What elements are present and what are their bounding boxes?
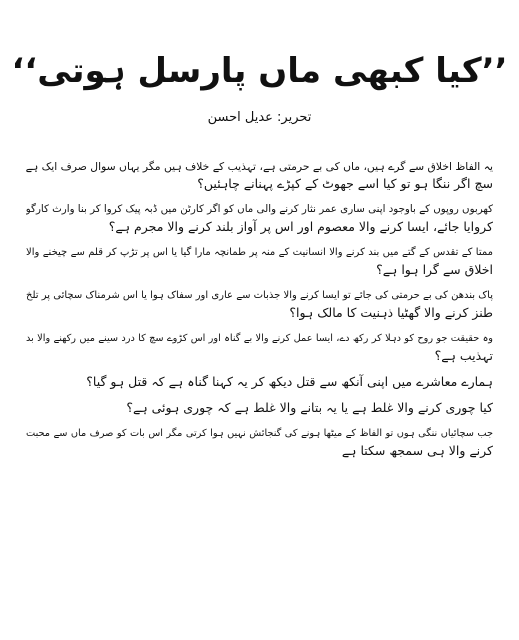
article-author: تحریر: عدیل احسن [207,110,312,125]
article-title: ’’کیا کبھی ماں پارسل ہوتی‘‘ [11,51,508,91]
paragraph-line: ممتا کے تقدس کے گتے میں بند کرنے والا انسانیت کے منہ پر طمانچہ مارا گیا یا اس پر تڑپ کر قلم سے چیخنے والا [26,247,493,258]
paragraph-line: پاک بندھن کی بے حرمتی کی جائے تو ایسا کرنے والا جذبات سے عاری اور سفاک ہوا یا اس شرمناک سچائی پر تلخ [26,290,493,301]
paragraph-8 [26,425,493,459]
paragraph-1 [26,158,493,192]
paragraph-3 [26,244,493,278]
paragraph-line: کروایا جائے، ایسا کرنے والا معصوم اور اس پر آواز بلند کرنے والا مجرم ہے؟ [108,219,493,234]
paragraph-line: کھربوں روپوں کے باوجود اپنی ساری عمر نثار کرنے والی ماں کو اگر کارٹن میں ڈبہ پیک کروا کر بنا وارث کارگو [26,203,493,215]
paragraph-line: تہذیب ہے؟ [434,348,493,363]
paragraph-line: ہمارے معاشرے میں اپنی آنکھ سے قتل دیکھ کر یہ کہنا گناہ ہے کہ قتل ہو گیا؟ [86,374,493,389]
paragraph-5 [26,330,493,364]
paragraph-line: سچ اگر ننگا ہو تو کیا اسے جھوٹ کے کپڑے پہنانے چاہئیں؟ [197,176,493,191]
paragraph-line: طنز کرنے والا گھٹیا ذہنیت کا مالک ہوا؟ [289,305,493,320]
paragraph-6 [26,373,493,390]
paragraph-line: وہ حقیقت جو روح کو دہلا کر رکھ دے، ایسا عمل کرنے والا بے گناہ اور اس کڑوے سچ کا درد سینے میں رکھنے والا بد [26,333,493,344]
paragraph-4 [26,287,493,321]
article-body [26,158,493,468]
paragraph-line: کیا چوری کرنے والا غلط ہے یا یہ بتانے والا غلط ہے کہ چوری ہوئی ہے؟ [126,400,493,415]
paragraph-line: کرنے والا ہی سمجھ سکتا ہے [341,443,493,458]
paragraph-7 [26,399,493,416]
paragraph-line: یہ الفاظ اخلاق سے گرے ہیں، ماں کی بے حرمتی ہے، تہذیب کے خلاف ہیں مگر یہاں سوال صرف ایک ہے [26,160,493,173]
paragraph-line: اخلاق سے گرا ہوا ہے؟ [376,262,493,277]
paragraph-2 [26,201,493,235]
paragraph-line: جب سچائیاں ننگی ہوں تو الفاظ کے میٹھا ہونے کی گنجائش نہیں ہوا کرتی مگر اس بات کو صرف ماں سے محبت [26,428,493,439]
